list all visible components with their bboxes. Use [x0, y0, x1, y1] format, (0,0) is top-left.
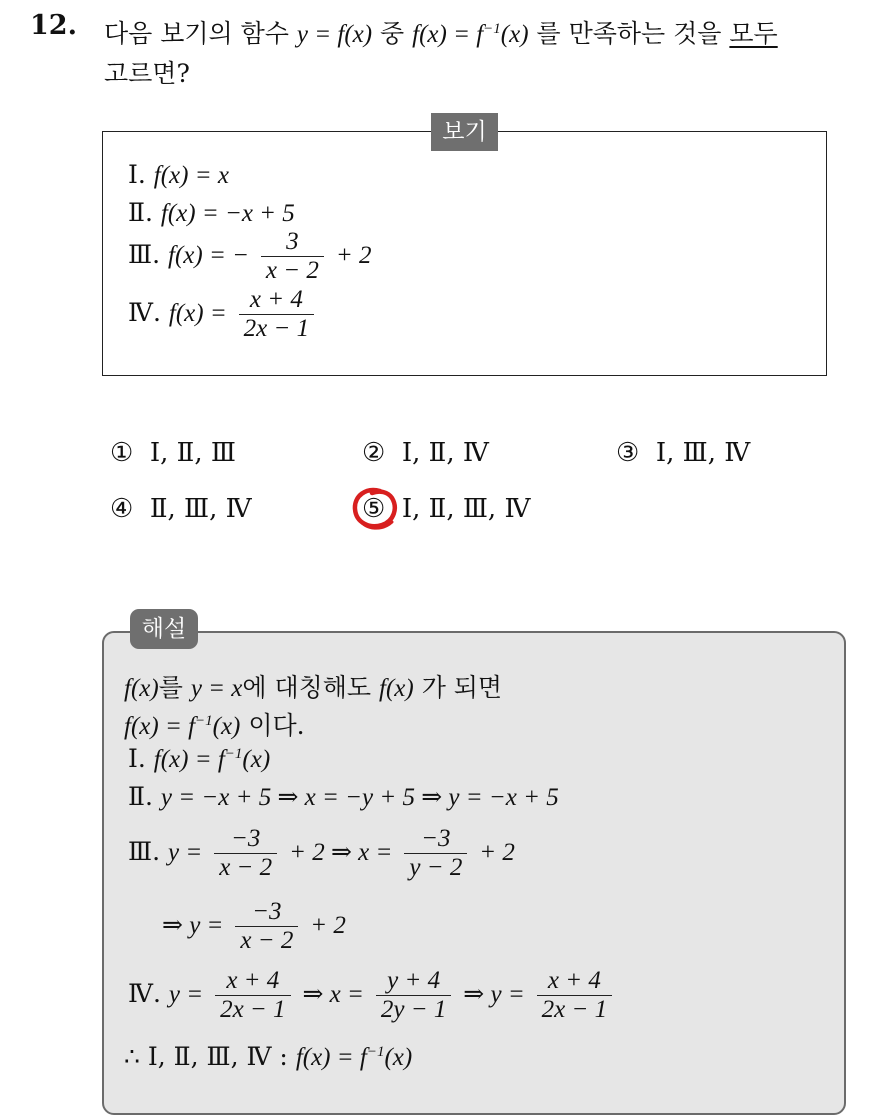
choice-mark: ⑤ — [362, 494, 386, 524]
fraction-denominator: 2x − 1 — [215, 995, 290, 1024]
bogi-item-lhs: f(x) = — [168, 300, 227, 327]
choice-text: Ⅰ, Ⅱ, Ⅳ — [401, 438, 489, 468]
step-label: Ⅳ. — [128, 979, 161, 1008]
exp-text: 에 대칭해도 — [242, 673, 372, 702]
choice-text: Ⅰ, Ⅱ, Ⅲ, Ⅳ — [401, 494, 531, 524]
fraction-numerator: y + 4 — [387, 967, 441, 994]
exp-fraction — [376, 967, 451, 1024]
explanation-step-2 — [128, 782, 559, 812]
explanation-conclusion — [124, 1042, 412, 1072]
exp-expr — [124, 713, 240, 740]
bogi-item-2 — [128, 198, 295, 228]
exp-expr: f(x) — [379, 675, 414, 702]
question-function: y = f(x) — [296, 21, 373, 48]
choice-mark: ② — [362, 438, 386, 468]
conclusion-text: ∴ Ⅰ, Ⅱ, Ⅲ, Ⅳ : — [124, 1042, 288, 1071]
question-emphasis: 모두 — [729, 19, 778, 48]
question-tail: 를 만족하는 것을 — [536, 19, 722, 48]
bogi-item-lhs: f(x) = − — [168, 242, 249, 269]
exp-expr-part: f(x) = f — [295, 1044, 367, 1071]
explanation-line-2 — [124, 706, 305, 742]
exp-expr: f(x) — [124, 675, 159, 702]
bogi-item-label: Ⅳ. — [128, 298, 161, 327]
step-label: Ⅱ. — [128, 782, 153, 811]
choice-1[interactable] — [110, 438, 236, 468]
exp-fraction — [215, 967, 290, 1024]
fraction-numerator: x + 4 — [547, 967, 601, 994]
exp-expr: y = — [168, 981, 204, 1008]
choice-2[interactable] — [362, 438, 489, 468]
question-intro: 다음 보기의 함수 — [104, 19, 289, 48]
exp-fraction — [537, 967, 612, 1024]
question-line2: 고르면? — [104, 59, 190, 88]
fraction-numerator: −3 — [230, 825, 261, 852]
exp-fraction — [214, 825, 277, 882]
fraction-numerator: x + 4 — [226, 967, 280, 994]
explanation-step-3-cont — [162, 898, 346, 955]
bogi-item-label: Ⅲ. — [128, 240, 161, 269]
explanation-line-1 — [124, 668, 502, 704]
bogi-item-label: Ⅱ. — [128, 198, 153, 227]
question-condition-right: (x) — [500, 21, 529, 48]
explanation-step-3 — [128, 825, 515, 882]
explanation-step-1 — [128, 744, 270, 774]
fraction-denominator: x − 2 — [214, 853, 277, 882]
choice-4[interactable] — [110, 494, 252, 524]
bogi-tag: 보기 — [431, 113, 498, 151]
exp-sup: −1 — [224, 746, 243, 762]
exp-expr-part: (x) — [212, 713, 241, 740]
exp-sup: −1 — [366, 1044, 385, 1060]
choice-text: Ⅰ, Ⅲ, Ⅳ — [655, 438, 751, 468]
exp-sup: −1 — [195, 713, 213, 729]
question-condition — [412, 21, 528, 48]
question-number: 12. — [30, 10, 77, 41]
exp-expr: + 2 — [310, 912, 346, 939]
exp-expr-part: f(x) = f — [124, 713, 196, 740]
bogi-item-expr: f(x) = x — [153, 162, 229, 189]
question-text — [104, 14, 778, 50]
fraction-denominator: x − 2 — [261, 256, 324, 285]
fraction-numerator: −3 — [421, 825, 451, 852]
question-condition-left: f(x) = f — [412, 21, 484, 48]
exp-expr-part: f(x) = f — [153, 746, 225, 773]
exp-expr-part: (x) — [384, 1044, 413, 1071]
fraction-denominator: 2y − 1 — [376, 995, 451, 1024]
exp-expr: y = x — [190, 675, 243, 702]
selection-circle-icon — [348, 484, 404, 534]
bogi-item-3 — [128, 228, 371, 285]
exp-text: 를 — [158, 673, 183, 702]
exp-expr: ⇒ y = — [463, 981, 525, 1008]
bogi-item-1 — [128, 160, 229, 190]
step-label: Ⅰ. — [128, 744, 146, 773]
bogi-item-tail: + 2 — [335, 242, 372, 269]
exp-expr: + 2 ⇒ x = — [289, 839, 393, 866]
exp-fraction — [235, 898, 298, 955]
exp-text: 이다. — [248, 711, 305, 740]
exp-expr: ⇒ y = — [162, 912, 224, 939]
exp-expr: y = −x + 5 ⇒ x = −y + 5 ⇒ y = −x + 5 — [160, 784, 559, 811]
explanation-step-4 — [128, 967, 616, 1024]
bogi-item-label: Ⅰ. — [128, 160, 146, 189]
exp-fraction — [404, 825, 467, 882]
question-condition-sup: −1 — [483, 21, 501, 37]
exp-expr: + 2 — [479, 839, 515, 866]
fraction-denominator: 2x − 1 — [537, 995, 612, 1024]
fraction-numerator: 3 — [286, 228, 299, 255]
fraction-denominator: x − 2 — [235, 926, 298, 955]
bogi-item-fraction — [239, 286, 314, 343]
fraction-numerator: x + 4 — [249, 286, 303, 313]
choice-text: Ⅰ, Ⅱ, Ⅲ — [149, 438, 236, 468]
question-mid: 중 — [380, 19, 405, 48]
choice-3[interactable] — [616, 438, 750, 468]
exp-expr: y = — [168, 839, 203, 866]
explanation-tag: 해설 — [130, 609, 198, 649]
step-label: Ⅲ. — [128, 837, 161, 866]
fraction-numerator: −3 — [252, 898, 282, 925]
choice-mark: ④ — [110, 494, 134, 524]
exp-expr-part: (x) — [242, 746, 271, 773]
exp-expr — [154, 746, 270, 773]
bogi-item-fraction — [261, 228, 324, 285]
choice-text: Ⅱ, Ⅲ, Ⅳ — [149, 494, 252, 524]
bogi-item-expr: f(x) = −x + 5 — [160, 200, 295, 227]
choice-mark: ① — [110, 438, 134, 468]
bogi-item-4 — [128, 286, 318, 343]
exp-expr: ⇒ x = — [302, 981, 364, 1008]
exp-expr — [296, 1044, 412, 1071]
fraction-denominator: 2x − 1 — [239, 314, 314, 343]
exp-text: 가 되면 — [421, 673, 503, 702]
fraction-denominator: y − 2 — [404, 853, 467, 882]
choice-mark: ③ — [616, 438, 640, 468]
